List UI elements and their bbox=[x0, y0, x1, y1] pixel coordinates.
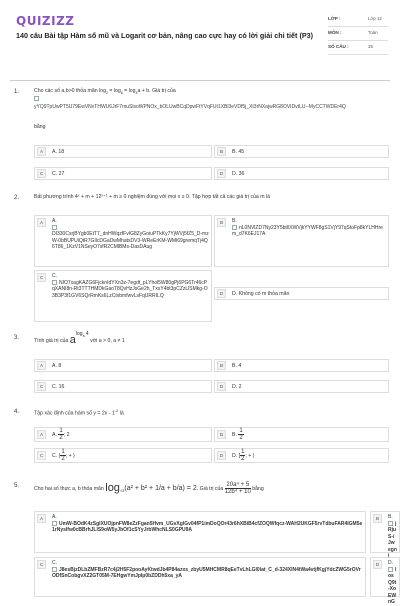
info-row-subject: MÔN : Toán bbox=[328, 27, 388, 41]
broken-image-icon bbox=[52, 280, 57, 285]
broken-image-icon bbox=[388, 567, 393, 572]
q2-option-b[interactable]: B B. nL0NVlZD7Ny23Y5btIlXWVjkYYWF8gS1VjY97qStoFp8kYLHHrem_d7K6EJ17A bbox=[214, 215, 389, 267]
broken-image-icon bbox=[52, 567, 57, 572]
q4-option-c[interactable]: C C. ( $\frac{1}{2}$; + ) bbox=[34, 448, 212, 463]
question-number: 2. bbox=[14, 195, 20, 201]
q3-option-c[interactable]: C C. 16 bbox=[34, 380, 212, 393]
q1-option-c[interactable]: C C. 27 bbox=[34, 167, 212, 180]
question-5-text: Cho hai số thực a, b thỏa mãn $\log_{√3}(a^2 + b^2 + 1/a + b/a) = 2$. Giá trị của $\frac{\text{20a⁴ + 5}}{\text{12b⁴ + 10}}$ bằng bbox=[34, 482, 264, 495]
question-number: 3. bbox=[14, 335, 20, 341]
q5-option-c[interactable]: C C. J8esBjzDLbZMFBzR7c4j2H5F2pooAyKtwdJb4P84azxs_zbyU5MHCMR8qEeTvLhLGI0lat_C_d-324XIN4tWa4vtjfKgjYdcZWG5rOVrODfSnCobgvXZ2GT05M-7EHgwYmJpIp0bZDDh5xa_yA bbox=[34, 557, 366, 597]
question-2-text: Bất phương trình 4ˣ + m + 12ˣ⁺¹ + m ≥ 0 nghiệm đúng với mọi x ≥ 0. Tập hợp tất cả các giá trị của m là bbox=[34, 194, 271, 200]
q4-option-d[interactable]: D D. [ $\frac{1}{2}$; + ) bbox=[214, 448, 389, 463]
q3-option-d[interactable]: D D. 2 bbox=[214, 380, 389, 393]
question-number: 1. bbox=[14, 89, 20, 95]
q2-option-c[interactable]: C C. NIO7xagKAZG6FjcknIdYXn3z-7egdt_pLYhol5W80gPj6PG6Tr46cPqXANI8n-Rt3TTTHMDkGaoT8QvHzJsGe2h_TxxY4bt3pCZzLlSMkg-O3B3P3f1GV6SQrRmKs6LzCtvbmfwvLsFqURRILQ bbox=[34, 270, 212, 322]
q5-option-a[interactable]: A A. UmW-BOdK4zSgIXUOjpnFW8eZzFgan5Hvm_UGvXglGv04fP1imDoQOr43r6hXBiB4cfZOQWfqcz-WAH2UKGF5rvTdbuFAR4IGM5e1rNysIfw0cBBrhJLlS9oW5yJbOf1cSYyJrbWhcNLS0GPU9A bbox=[34, 511, 366, 553]
question-1-tail: bằng bbox=[34, 124, 46, 130]
question-number: 4. bbox=[14, 409, 20, 415]
info-row-count: SỐ CÂU : 35 bbox=[328, 41, 388, 55]
worksheet-title: 140 câu Bài tập Hàm số mũ và Logarit cơ bản, nâng cao cực hay có lời giải chi tiết (P3) bbox=[16, 31, 314, 40]
question-4-text: Tập xác định của hàm số $y = 2x - 1^{-2}$ là bbox=[34, 409, 124, 417]
info-row-class: LỚP : Lớp 12 bbox=[328, 13, 388, 27]
question-1-text: Cho các số a,b>0 thỏa mãn $\log_2 = \log_6 = \log_4a + b$. Giá trị của bbox=[34, 88, 176, 96]
q4-option-a[interactable]: A A. $\frac{1}{2}$; 2 bbox=[34, 427, 212, 442]
header-divider bbox=[10, 80, 390, 81]
broken-image-icon bbox=[388, 521, 393, 526]
q1-option-b[interactable]: B B. 45 bbox=[214, 145, 389, 158]
info-panel bbox=[328, 13, 388, 55]
q5-option-b[interactable]: B B. jRjuS-iJwegnj bbox=[370, 511, 400, 553]
broken-image-icon bbox=[52, 521, 57, 526]
question-number: 5. bbox=[14, 483, 20, 489]
q4-option-b[interactable]: B B. $\frac{1}{2}$ bbox=[214, 427, 389, 442]
broken-image-icon bbox=[232, 225, 237, 230]
q5-option-d[interactable]: D D. losQ9t-XoEWnG bbox=[370, 557, 400, 597]
q3-option-b[interactable]: B B. 4 bbox=[214, 359, 389, 372]
question-1-image-alt: yYQ9TpUwPT5U79EwVNvTHWU6JrF7muSlsoWPNOx_bOLUwBCqDpwFtYVqFUt1XBl3eVDf5j_Xt3rNXajwRG8OVIDvtLU--MyCCTWDEr4Q bbox=[34, 104, 346, 110]
q2-option-d[interactable]: D D. Không có m thỏa mãn bbox=[214, 287, 389, 300]
q1-option-d[interactable]: D D. 36 bbox=[214, 167, 389, 180]
quizizz-logo: QUIZIZZ bbox=[16, 14, 75, 28]
q1-option-a[interactable]: A A. 18 bbox=[34, 145, 212, 158]
q3-option-a[interactable]: A A. 8 bbox=[34, 359, 212, 372]
question-3-text: Tính giá trị của $a^{log_a 4}$ với a > 0, a ≠ 1 bbox=[34, 331, 125, 347]
broken-image-icon bbox=[34, 96, 41, 102]
q2-option-a[interactable]: A A. DI330CsrjBYgb0EtT7_dnHWqzfFvIG8ZyGoiuPTkKy7YjWVj5fZ5_D-mzW-0bBUPUiQtR7GIlcDGaDwMhatxDV3-WReErKM-WMl69gremqTj4Q6T86_1KzV1NSeyO7xfR2CMlBMs-DasDAug bbox=[34, 215, 212, 267]
broken-image-icon bbox=[52, 225, 57, 230]
